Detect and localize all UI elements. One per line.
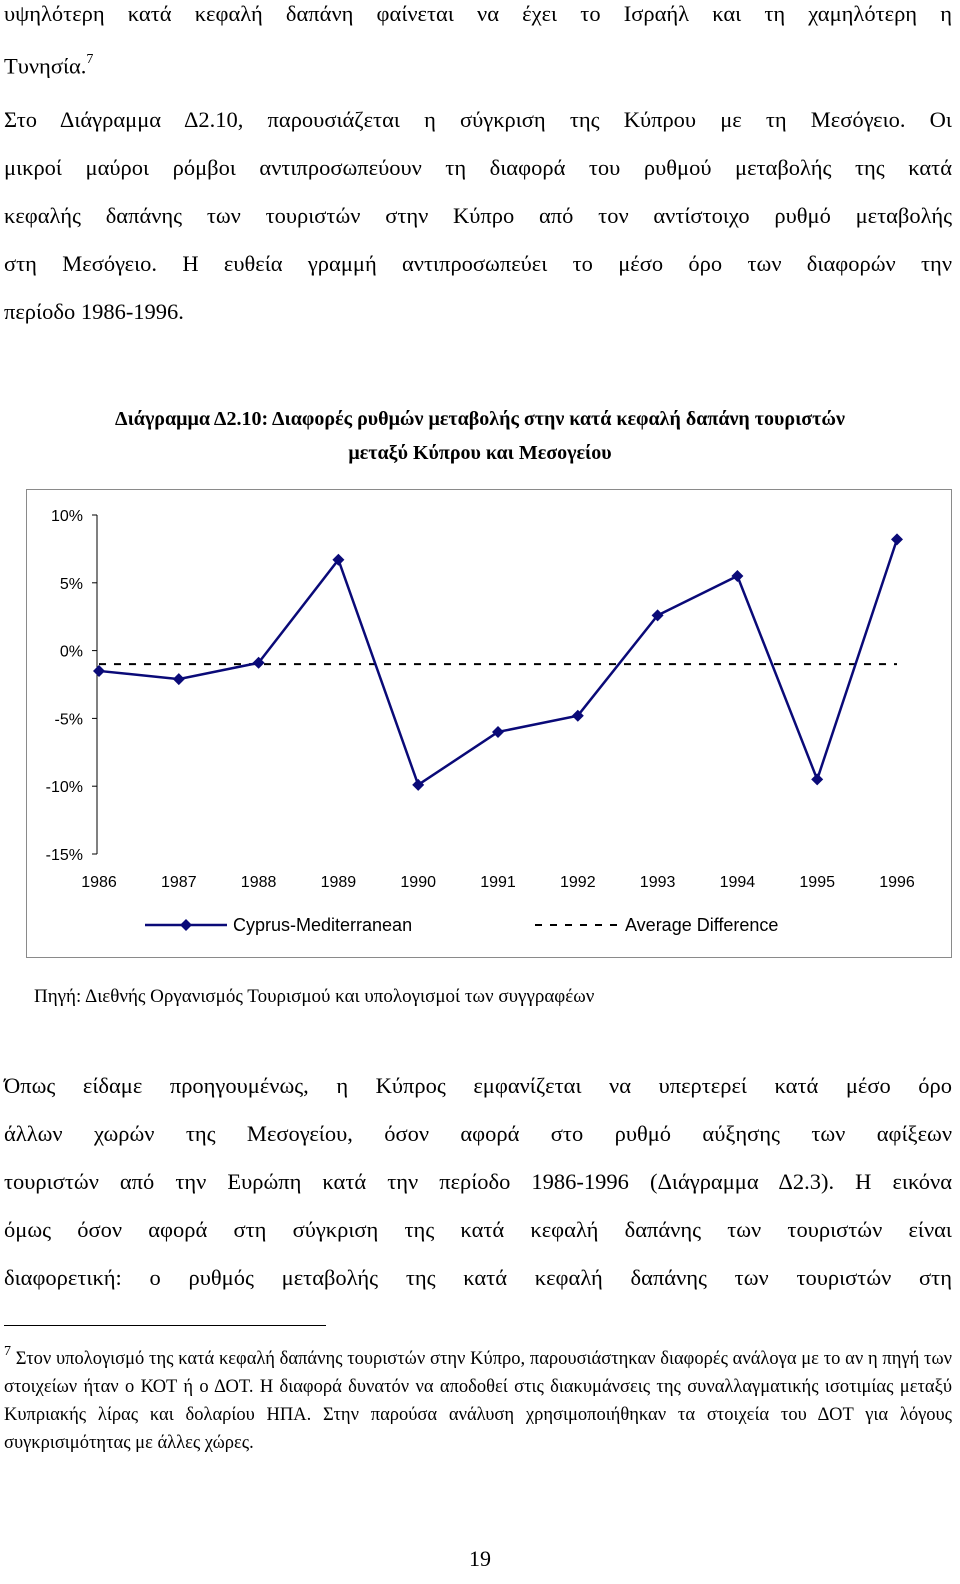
series-line-cyprus-mediterranean [99,539,897,784]
y-tick-label: 0% [59,643,83,661]
x-tick-label: 1992 [560,874,596,891]
paragraph-1-line: μικροί μαύροι ρόμβοι αντιπροσωπεύουν τη διαφορά του ρυθμού μεταβολής της κατά [4,155,952,180]
data-point-diamond [891,533,903,545]
y-tick-label: -10% [45,779,83,797]
x-tick-label: 1996 [879,874,915,891]
legend-label-series-2: Average Difference [625,915,779,935]
paragraph-2-line: όμως όσον αφορά στη σύγκριση της κατά κεφαλή δαπάνης των τουριστών είναι [4,1217,952,1242]
data-point-diamond [93,665,105,677]
paragraph-2 [4,1062,952,1302]
footnote-reference: 7 [86,52,94,67]
footnote-separator [4,1325,326,1326]
intro-line-2-text: Τυνησία. [4,53,87,79]
chart-frame [26,489,952,958]
legend-label-series-1: Cyprus-Mediterranean [233,915,413,935]
paragraph-2-line: διαφορετική: ο ρυθμός μεταβολής της κατά κεφαλή δαπάνης των τουριστών στη [4,1265,952,1290]
x-tick-label: 1991 [480,874,516,891]
paragraph-2-line: άλλων χωρών της Μεσογείου, όσον αφορά στο ρυθμό αύξησης των αφίξεων [4,1121,952,1146]
intro-line-1: υψηλότερη κατά κεφαλή δαπάνη φαίνεται να έχει το Ισραήλ και τη χαμηλότερη η [4,1,952,26]
x-tick-label: 1995 [799,874,835,891]
paragraph-1-line: περίοδο 1986-1996. [4,299,184,324]
x-tick-label: 1987 [161,874,197,891]
line-chart [27,490,951,957]
paragraph-1 [4,96,952,336]
y-tick-label: -5% [54,711,83,729]
legend-marker-series-1 [180,919,192,931]
data-point-diamond [173,673,185,685]
figure-caption-line-1: Διάγραμμα Δ2.10: Διαφορές ρυθμών μεταβολής στην κατά κεφαλή δαπάνη τουριστών [115,408,845,430]
x-tick-label: 1988 [240,874,277,891]
paragraph-2-line: τουριστών από την Ευρώπη κατά την περίοδο 1986-1996 (Διάγραμμα Δ2.3). Η εικόνα [4,1169,952,1194]
intro-line-2 [4,38,952,91]
x-tick-label: 1986 [81,874,117,891]
x-tick-label: 1994 [719,874,756,891]
figure-caption-line-2: μεταξύ Κύπρου και Μεσογείου [348,442,612,464]
x-tick-label: 1989 [320,874,357,891]
footnote [4,1340,952,1457]
x-tick-label: 1993 [639,874,676,891]
paragraph-1-line: κεφαλής δαπάνης των τουριστών στην Κύπρο από τον αντίστοιχο ρυθμό μεταβολής [4,203,952,228]
page-number: 19 [469,1546,491,1571]
data-point-diamond [731,570,743,582]
paragraph-1-line: Στο Διάγραμμα Δ2.10, παρουσιάζεται η σύγκριση της Κύπρου με τη Μεσόγειο. Οι [4,107,952,132]
x-tick-label: 1990 [400,874,436,891]
footnote-number: 7 [4,1344,11,1359]
y-tick-label: 5% [59,575,83,593]
figure-source: Πηγή: Διεθνής Οργανισμός Τουρισμού και υπολογισμοί των συγγραφέων [34,986,595,1007]
y-tick-label: -15% [45,847,83,864]
data-point-diamond [811,773,823,785]
intro-paragraph [4,0,952,91]
footnote-text: Στον υπολογισμό της κατά κεφαλή δαπάνης τουριστών στην Κύπρο, παρουσιάστηκαν διαφορές ανάλογα με το αν η πηγή των στοιχείων ήταν ο ΚΟΤ ή ο ΔΟΤ. Η διαφορά δυνατόν να αποδοθεί στις διακυμάνσεις της συναλλαγματικής ισοτιμίας μεταξύ Κυπριακής λίρας και δολαρίου ΗΠΑ. Στην παρούσα ανάλυση χρησιμοποιήθηκαν τα στοιχεία του ΔΟΤ για λόγους συγκρισιμότητας με άλλες χώρες. [4,1349,952,1454]
paragraph-2-line: Όπως είδαμε προηγουμένως, η Κύπρος εμφανίζεται να υπερτερεί κατά μέσο όρο [4,1073,952,1098]
paragraph-1-line: στη Μεσόγειο. Η ευθεία γραμμή αντιπροσωπεύει το μέσο όρο των διαφορών την [4,251,952,276]
y-tick-label: 10% [50,508,83,525]
